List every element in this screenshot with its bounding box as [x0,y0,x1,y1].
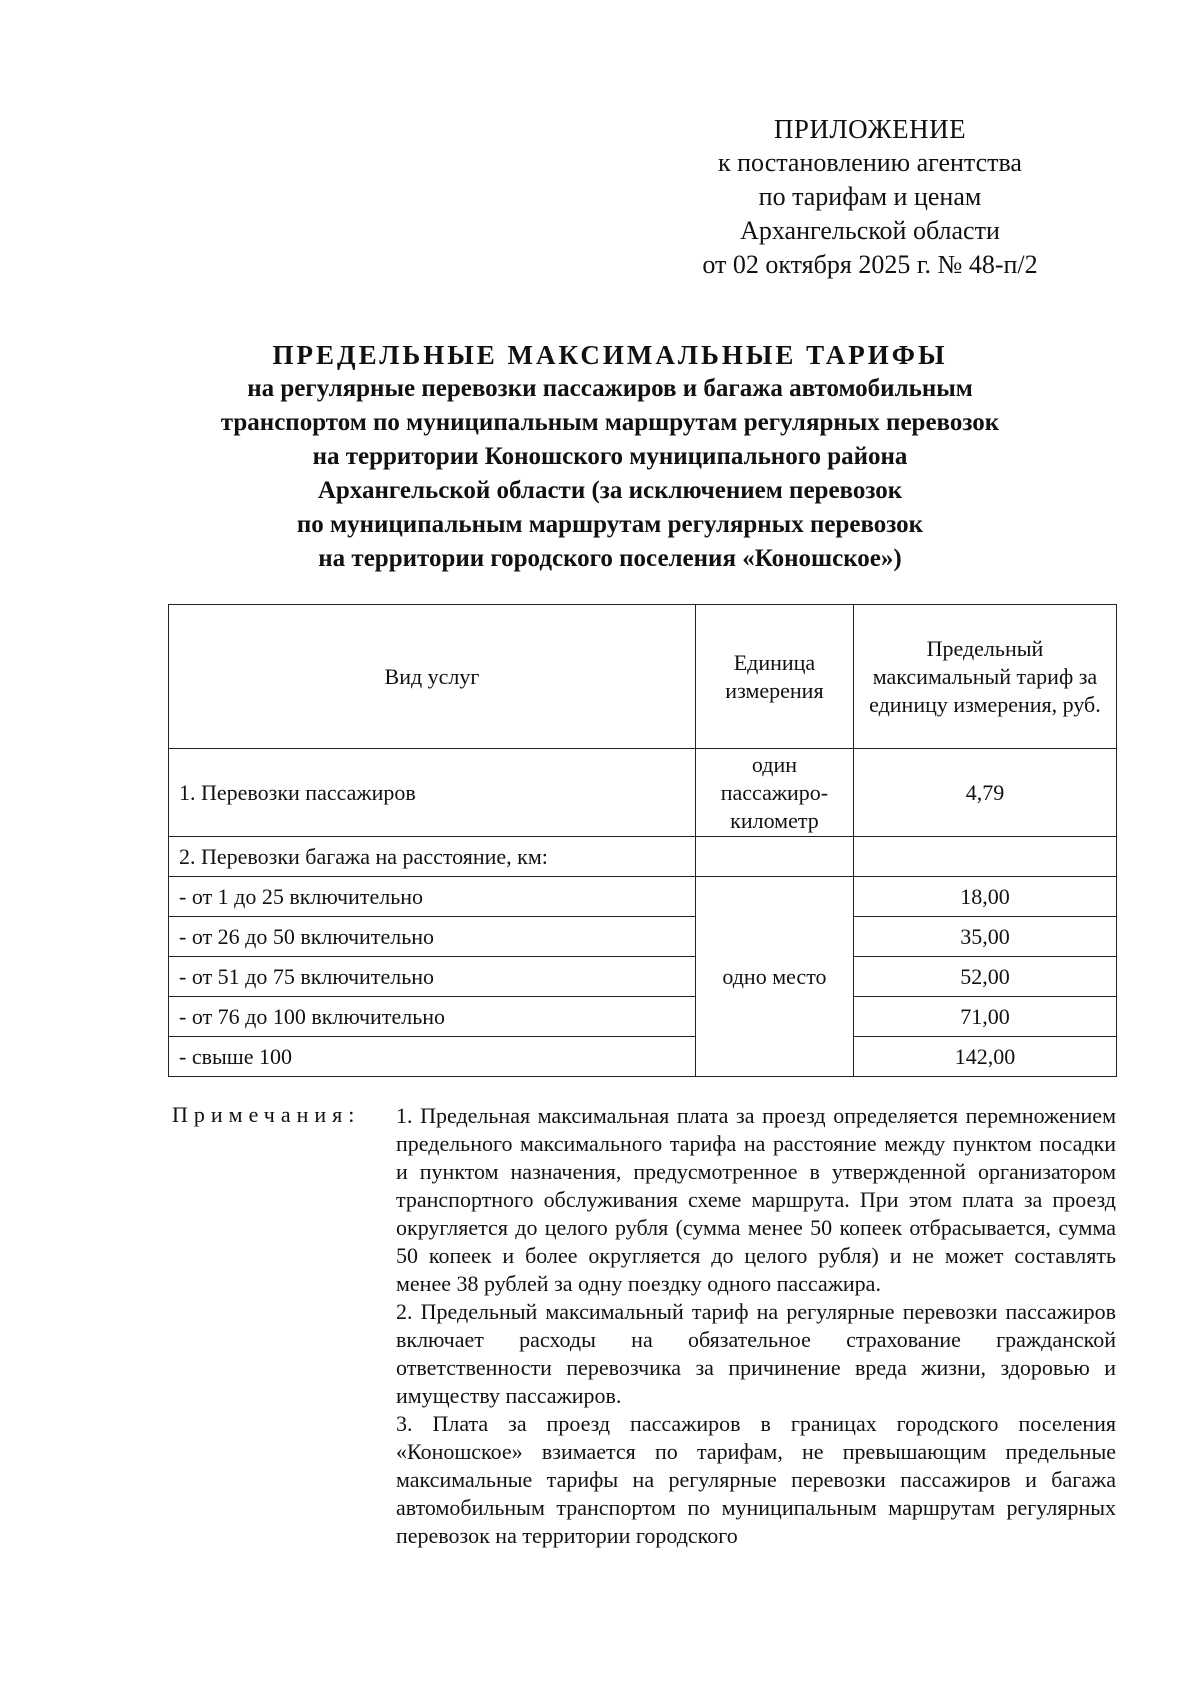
tariff-cell: 142,00 [853,1037,1116,1077]
notes-list [396,1102,1116,1550]
table-row [169,749,1117,837]
tariff-cell: 71,00 [853,997,1116,1037]
appendix-line-3: Архангельской области [740,216,1000,245]
unit-cell: один пассажиро-километр [696,749,854,837]
title-line: Архангельской области (за исключением перевозок [317,477,903,504]
service-cell: - от 1 до 25 включительно [169,877,696,917]
table-header-row [169,605,1117,749]
table-row [169,1037,1117,1077]
empty-cell [853,837,1116,877]
service-cell: - свыше 100 [169,1037,696,1077]
service-cell: 2. Перевозки багажа на расстояние, км: [169,837,696,877]
service-cell: - от 51 до 75 включительно [169,957,696,997]
service-cell: - от 76 до 100 включительно [169,997,696,1037]
table-row [169,917,1117,957]
header-service: Вид услуг [169,605,696,749]
tariff-cell: 52,00 [853,957,1116,997]
notes-label: Примечания: [172,1102,361,1127]
appendix-header [660,112,1080,282]
appendix-line-2: по тарифам и ценам [758,182,982,211]
service-cell: - от 26 до 50 включительно [169,917,696,957]
table-row [169,997,1117,1037]
title-line: на территории Коношского муниципального района [312,443,908,470]
tariff-cell: 35,00 [853,917,1116,957]
title-line: транспортом по муниципальным маршрутам регулярных перевозок [220,409,1000,436]
appendix-label: ПРИЛОЖЕНИЕ [773,114,967,144]
title-line: на регулярные перевозки пассажиров и багажа автомобильным [247,375,973,402]
table-row [169,957,1117,997]
header-tariff: Предельный максимальный тариф за единицу измерения, руб. [853,605,1116,749]
header-unit: Единица измерения [696,605,854,749]
note-item: 1. Предельная максимальная плата за проезд определяется перемножением предельного максимального тарифа на расстояние между пунктом посадки и пунктом назначения, предусмотренное в утвержденной организатором транспортного обслуживания схеме маршрута. При этом плата за проезд округляется до целого рубля (сумма менее 50 копеек отбрасывается, сумма 50 копеек и более округляется до целого рубля) и не может составлять менее 38 рублей за одну поездку одного пассажира. [396,1103,1116,1296]
note-item: 3. Плата за проезд пассажиров в границах городского поселения «Коношское» взимается по тарифам, не превышающим предельные максимальные тарифы на регулярные перевозки пассажиров и багажа автомобильным транспортом по муниципальным маршрутам регулярных перевозок на территории городского [396,1411,1116,1548]
title-line: на территории городского поселения «Коношское») [318,545,902,572]
tariff-cell: 18,00 [853,877,1116,917]
empty-cell [696,837,854,877]
table-row [169,877,1117,917]
appendix-date-number: от 02 октября 2025 г. № 48-п/2 [702,250,1038,279]
tariff-cell: 4,79 [853,749,1116,837]
note-item: 2. Предельный максимальный тариф на регулярные перевозки пассажиров включает расходы на обязательное страхование гражданской ответственности перевозчика за причинение вреда жизни, здоровью и имуществу пассажиров. [396,1299,1116,1408]
title-line: по муниципальным маршрутам регулярных перевозок [296,511,924,538]
document-title [150,338,1070,576]
appendix-line-1: к постановлению агентства [718,148,1022,177]
unit-cell: одно место [696,877,854,1077]
table-row [169,837,1117,877]
service-cell: 1. Перевозки пассажиров [169,749,696,837]
main-title: ПРЕДЕЛЬНЫЕ МАКСИМАЛЬНЫЕ ТАРИФЫ [272,340,948,370]
tariff-table [168,604,1117,1077]
